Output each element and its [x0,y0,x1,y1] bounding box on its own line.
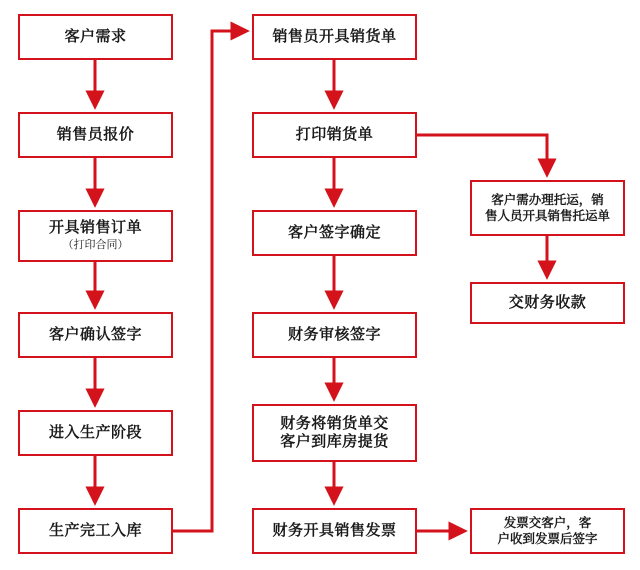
node-label-line2: 售人员开具销售托运单 [484,209,610,223]
node-label-line1: 客户需办理托运，销 [491,192,604,207]
node-sublabel: （打印合同） [62,239,129,252]
node-finance-issue-invoice[interactable] [252,508,417,554]
node-label-line1: 发票交客户，客 [503,515,592,530]
node-label: 财务审核签字 [287,325,381,343]
node-label: 客户确认签字 [48,325,142,343]
node-customer-sign-confirm[interactable] [252,210,417,256]
node-invoice-to-customer-sign[interactable] [470,508,625,554]
node-issue-sales-order[interactable] [18,210,173,262]
node-pay-to-finance[interactable] [470,282,625,324]
node-label: 客户需求 [64,27,127,45]
node-label: 财务开具销售发票 [272,521,397,539]
node-customer-needs-shipping[interactable] [470,180,625,236]
node-customer-confirm-sign[interactable] [18,312,173,358]
node-finance-hand-note-to-customer[interactable] [252,404,417,462]
node-label: 客户签字确定 [287,223,381,241]
node-label: 进入生产阶段 [48,423,142,441]
node-salesperson-issue-delivery-note[interactable] [252,14,417,60]
node-print-delivery-note[interactable] [252,112,417,158]
node-label: 交财务收款 [508,293,587,311]
node-label-line2: 客户到库房提货 [280,433,389,450]
node-label: 销售员开具销货单 [272,27,397,45]
node-customer-demand[interactable] [18,14,173,60]
node-salesperson-quote[interactable] [18,112,173,158]
node-label: 开具销售订单 [48,219,142,237]
node-label: 打印销货单 [295,125,374,143]
node-label: 销售员报价 [56,125,135,143]
node-finance-review-sign[interactable] [252,312,417,358]
node-label-line2: 户收到发票后签字 [497,532,598,546]
node-label: 生产完工入库 [48,521,142,539]
node-label-line1: 财务将销货单交 [280,414,389,432]
node-production-complete-warehouse[interactable] [18,508,173,554]
node-enter-production[interactable] [18,410,173,456]
